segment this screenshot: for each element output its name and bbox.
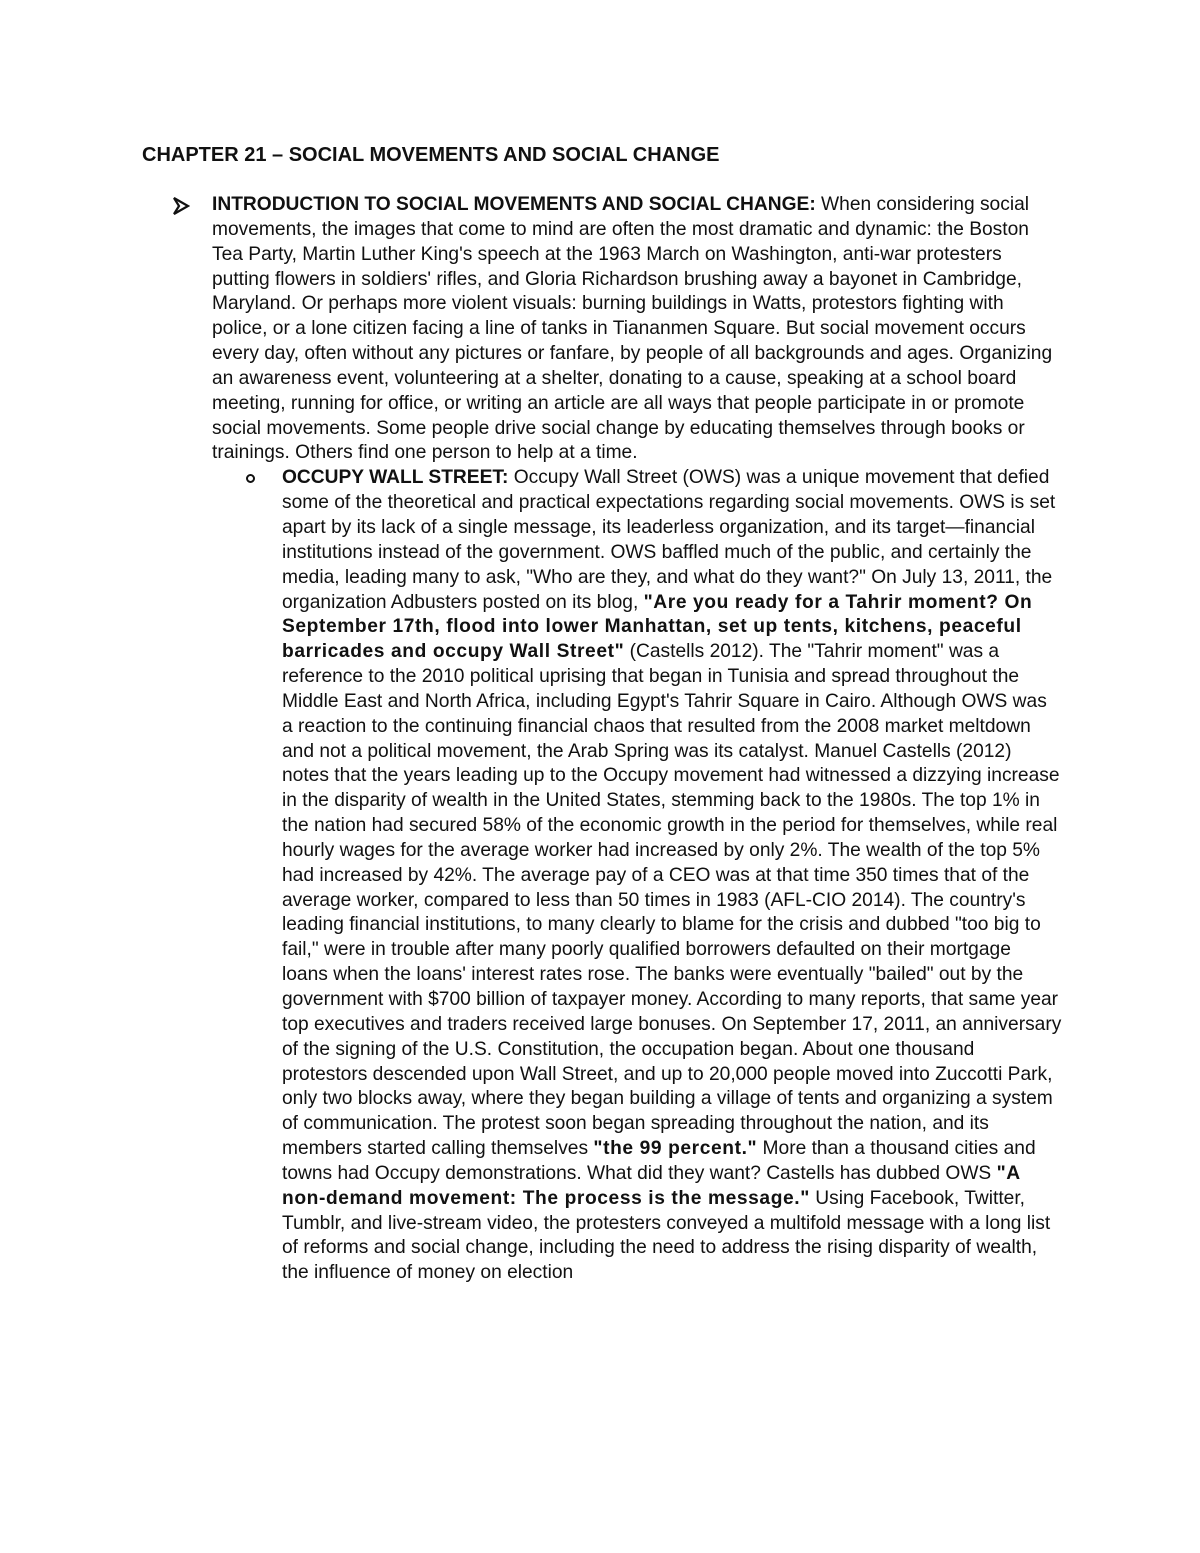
ows-text-1: Occupy Wall Street (OWS) was a unique movement that defied some of the theoretical and practical expectations regarding social movements. OWS is set apart by its lack of a single message, its leaderless organization, and its target—financial institutions instead of the government. OWS baffled much of the public, and certainly the media, leading many to ask, "Who are they, and what do they want?" On July 13, 2011, the organization Adbusters posted on its blog, xyxy=(282,467,1056,613)
circle-bullet-icon xyxy=(246,474,255,483)
ows-text-2: (Castells 2012). The "Tahrir moment" was a reference to the 2010 political uprising that began in Tunisia and spread throughout the Middle East and North Africa, including Egypt's Tahrir Square in Cairo. Although OWS was a reaction to the continuing financial chaos that resulted from the 2008 market meltdown and not a political movement, the Arab Spring was its catalyst. Manuel Castells (2012) notes that the years leading up to the Occupy movement had witnessed a dizzying increase in the disparity of wealth in the United States, stemming back to the 1980s. The top 1% in the nation had secured 58% of the economic growth in the period for themselves, while real hourly wages for the average worker had increased by only 2%. The wealth of the top 5% had increased by 42%. The average pay of a CEO was at that time 350 times that of the average worker, compared to less than 50 times in 1983 (AFL-CIO 2014). The country's leading financial institutions, to many clearly to blame for the crisis and dubbed "too big to fail," were in trouble after many poorly qualified borrowers defaulted on their mortgage loans when the loans' interest rates rose. The banks were eventually "bailed" out by the government with $700 billion of taxpayer money. According to many reports, that same year top executives and traders received large bonuses. On September 17, 2011, an anniversary of the signing of the U.S. Constitution, the occupation began. About one thousand protestors descended upon Wall Street, and up to 20,000 people moved into Zuccotti Park, only two blocks away, where they began building a village of tents and organizing a system of communication. The protest soon began spreading throughout the nation, and its members started calling themselves xyxy=(282,641,1062,1160)
adbusters-quote: "Are you ready for a Tahrir moment? On September 17th, flood into lower Manhattan, set up tents, kitchens, peaceful barricades and occupy Wall Street" xyxy=(282,591,1033,663)
intro-heading: INTRODUCTION TO SOCIAL MOVEMENTS AND SOCIAL CHANGE: xyxy=(212,194,816,215)
ninety-nine-percent-quote: "the 99 percent." xyxy=(593,1138,758,1160)
ows-heading: OCCUPY WALL STREET: xyxy=(282,467,509,489)
non-demand-quote: "A non-demand movement: The process is the message." xyxy=(282,1162,1021,1209)
ows-paragraph xyxy=(282,466,1062,1286)
intro-paragraph xyxy=(212,193,1062,1286)
ows-text-4: Using Facebook, Twitter, Tumblr, and live-stream video, the protesters conveyed a multifold message with a long list of reforms and social change, including the need to address the rising disparity of wealth, the influence of money on election xyxy=(282,1187,1051,1284)
ows-text-3: More than a thousand cities and towns had Occupy demonstrations. What did they want? Castells has dubbed OWS xyxy=(282,1138,1036,1184)
intro-body-text: When considering social movements, the images that come to mind are often the most dramatic and dynamic: the Boston Tea Party, Martin Luther King's speech at the 1963 March on Washington, anti-war protesters putting flowers in soldiers' rifles, and Gloria Richardson brushing away a bayonet in Cambridge, Maryland. Or perhaps more violent visuals: burning buildings in Watts, protestors fighting with police, or a lone citizen facing a line of tanks in Tiananmen Square. But social movement occurs every day, often without any pictures or fanfare, by people of all backgrounds and ages. Organizing an awareness event, volunteering at a shelter, donating to a cause, speaking at a school board meeting, running for office, or writing an article are all ways that people participate in or promote social movements. Some people drive social change by educating themselves through books or trainings. Others find one person to help at a time. xyxy=(212,194,1053,464)
ows-subsection xyxy=(282,466,1062,1286)
intro-section xyxy=(172,193,1062,1286)
arrow-bullet-icon xyxy=(172,197,190,215)
chapter-title: CHAPTER 21 – SOCIAL MOVEMENTS AND SOCIAL CHANGE xyxy=(142,144,720,166)
